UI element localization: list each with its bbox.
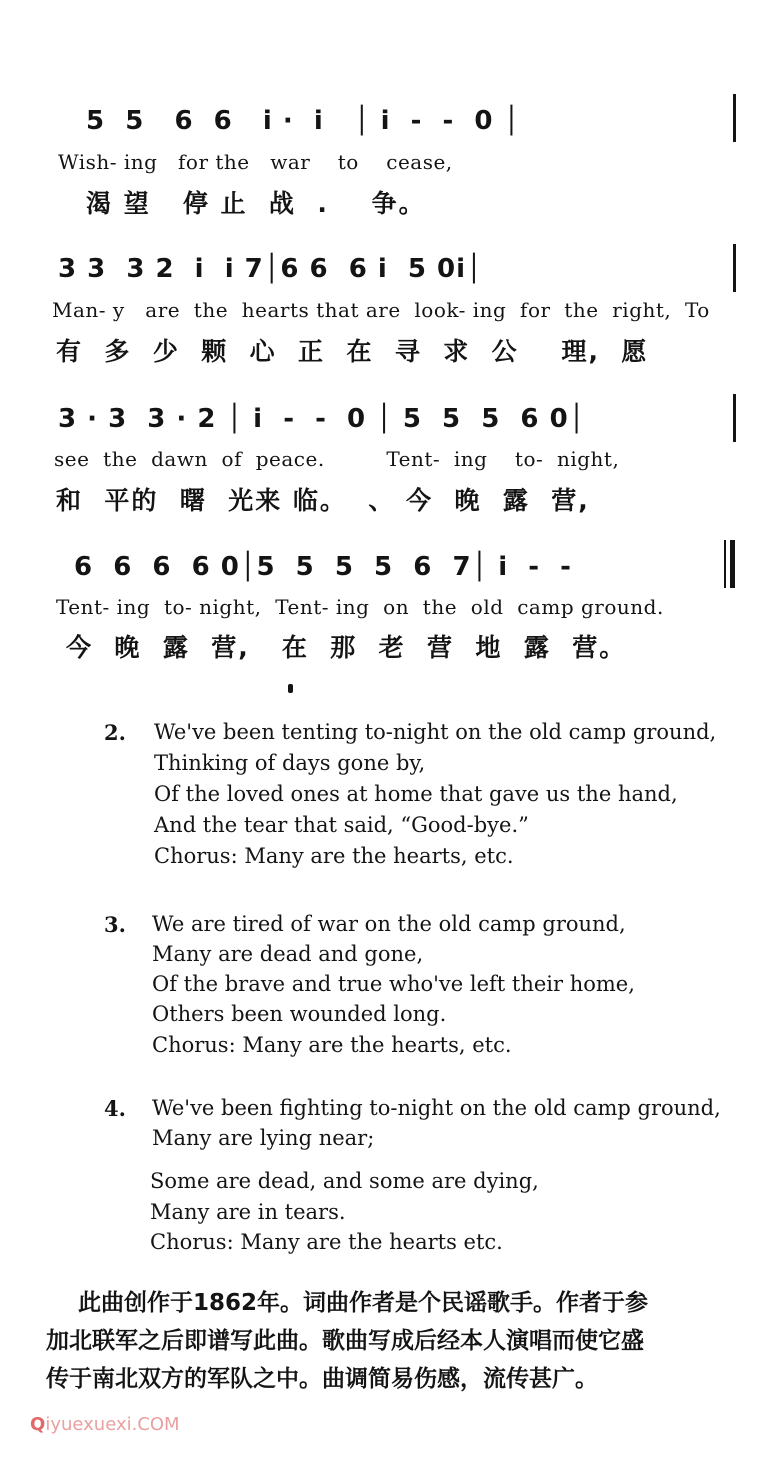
verse-number: 2. — [104, 720, 126, 745]
verse-line: Of the brave and true who've left their home, — [152, 972, 635, 996]
site-watermark — [30, 1414, 180, 1435]
verse-line: Many are in tears. — [150, 1200, 346, 1224]
verse-line: We are tired of war on the old camp ground, — [152, 912, 626, 936]
score-notes-line-4: 6 6 6 6 0│5 5 5 5 6 7│ i - - — [74, 552, 572, 582]
ink-mark — [288, 684, 293, 693]
score-lyric-cn-line-2: 有 多 少 颗 心 正 在 寻 求 公 理, 愿 — [56, 337, 649, 366]
score-notes-line-1: 5 5 6 6 i · i │ i - - 0 │ — [86, 106, 521, 136]
verse-line: We've been fighting to-night on the old camp ground, — [152, 1096, 721, 1120]
final-barline-thin — [724, 540, 726, 588]
verse-number: 3. — [104, 912, 126, 937]
score-lyric-cn-line-4: 今 晚 露 营, 在 那 老 营 地 露 营。 — [66, 633, 627, 662]
final-barline-thick — [730, 540, 735, 588]
verse-line: Of the loved ones at home that gave us the hand, — [154, 782, 678, 806]
barline — [733, 244, 736, 292]
score-lyric-cn-line-1: 渴 望 停 止 战 . 争。 — [86, 189, 426, 218]
score-notes-line-3: 3 · 3 3 · 2 │ i - - 0 │ 5 5 5 6 0│ — [58, 404, 586, 434]
verse-line: We've been tenting to-night on the old camp ground, — [154, 720, 717, 744]
score-notes-line-2: 3 3 3 2 i i 7│6 6 6 i 5 0i│ — [58, 254, 483, 284]
score-lyric-en-line-3: see the dawn of peace. Tent- ing to- night, — [54, 447, 620, 471]
verse-line: Thinking of days gone by, — [154, 751, 426, 775]
verse-line: Others been wounded long. — [152, 1002, 447, 1026]
barline — [733, 94, 736, 142]
barline — [733, 394, 736, 442]
verse-chorus-line: Chorus: Many are the hearts etc. — [150, 1230, 503, 1254]
score-lyric-cn-line-3: 和 平的 曙 光来 临。 、 今 晚 露 营, — [56, 486, 590, 515]
verse-chorus-line: Chorus: Many are the hearts, etc. — [152, 1033, 512, 1057]
description-line-1: 此曲创作于1862年。词曲作者是个民谣歌手。作者于参 — [46, 1290, 649, 1316]
watermark-text: iyuexuexi.COM — [45, 1414, 180, 1435]
verse-line: Many are dead and gone, — [152, 942, 424, 966]
score-lyric-en-line-4: Tent- ing to- night, Tent- ing on the old camp ground. — [56, 595, 664, 619]
verse-line: Some are dead, and some are dying, — [150, 1169, 539, 1193]
verse-number: 4. — [104, 1096, 126, 1121]
score-lyric-en-line-1: Wish- ing for the war to cease, — [58, 150, 453, 174]
description-line-3: 传于南北双方的军队之中。曲调简易伤感，流传甚广。 — [46, 1366, 598, 1392]
verse-chorus-line: Chorus: Many are the hearts, etc. — [154, 844, 514, 868]
watermark-initial: Q — [30, 1414, 46, 1435]
score-lyric-en-line-2: Man- y are the hearts that are look- ing for the right, To — [52, 298, 710, 322]
description-line-2: 加北联军之后即谱写此曲。歌曲写成后经本人演唱而使它盛 — [46, 1328, 644, 1354]
verse-line: And the tear that said, “Good-bye.” — [154, 813, 529, 837]
verse-line: Many are lying near; — [152, 1126, 375, 1150]
